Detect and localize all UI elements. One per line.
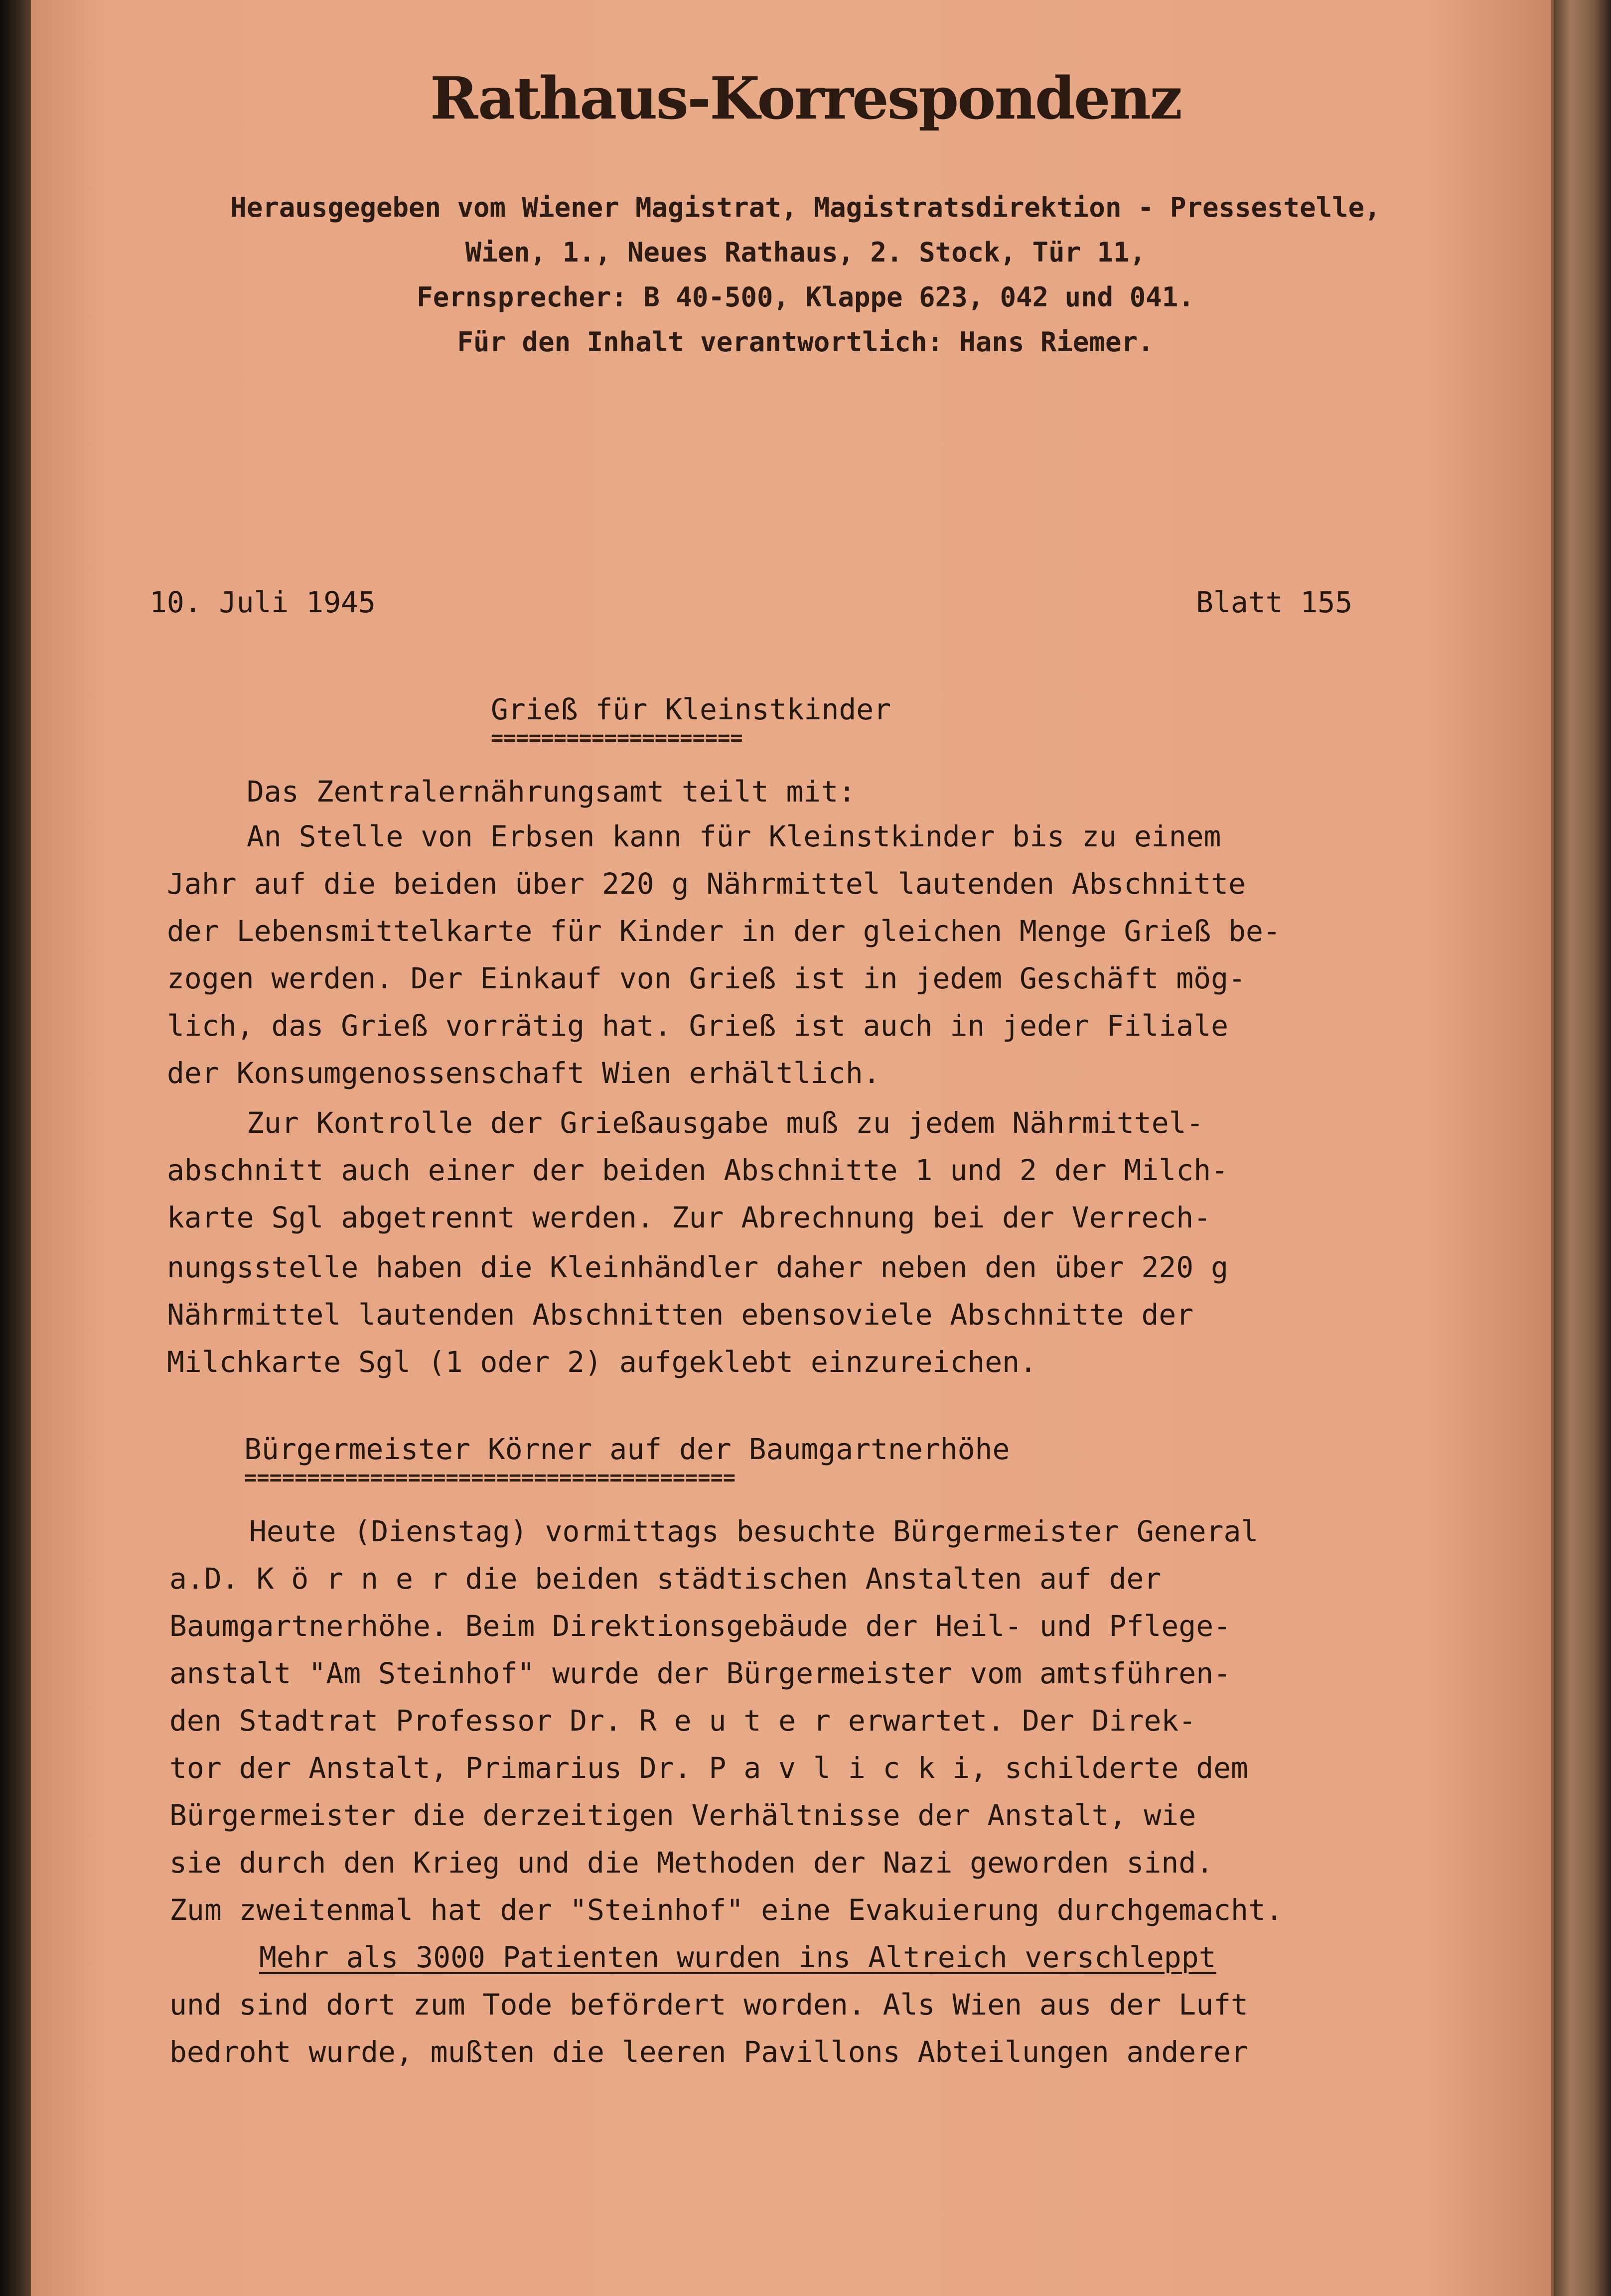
article1-line: Zur Kontrolle der Grießausgabe muß zu jedem Nährmittel-: [247, 1106, 1204, 1140]
article1-line: der Lebensmittelkarte für Kinder in der gleichen Menge Grieß be-: [167, 914, 1281, 948]
issue-date: 10. Juli 1945: [149, 585, 376, 619]
article2-line: Bürgermeister die derzeitigen Verhältnisse der Anstalt, wie: [169, 1798, 1196, 1832]
address-line: Wien, 1., Neues Rathaus, 2. Stock, Tür 11,: [465, 237, 1146, 268]
article2-line: bedroht wurde, mußten die leeren Pavillons Abteilungen anderer: [169, 2035, 1248, 2069]
article2-title: Bürgermeister Körner auf der Baumgartnerhöhe: [244, 1432, 1010, 1466]
article2-line: tor der Anstalt, Primarius Dr. P a v l i c k i, schilderte dem: [169, 1751, 1248, 1785]
article2-line: a.D. K ö r n e r die beiden städtischen Anstalten auf der: [169, 1562, 1162, 1596]
article1-line: abschnitt auch einer der beiden Abschnitte 1 und 2 der Milch-: [167, 1153, 1229, 1187]
article2-line: Heute (Dienstag) vormittags besuchte Bürgermeister General: [249, 1514, 1259, 1548]
article2-line: Baumgartnerhöhe. Beim Direktionsgebäude der Heil- und Pflege-: [169, 1609, 1231, 1643]
article1-title-underline: ====================: [491, 727, 743, 748]
article1-line: Nährmittel lautenden Abschnitten ebensoviele Abschnitte der: [167, 1298, 1194, 1332]
article1-line: Jahr auf die beiden über 220 g Nährmittel lautenden Abschnitte: [167, 867, 1246, 901]
article1-title: Grieß für Kleinstkinder: [491, 692, 891, 726]
article1-line: karte Sgl abgetrennt werden. Zur Abrechnung bei der Verrech-: [167, 1201, 1211, 1234]
article1-line: zogen werden. Der Einkauf von Grieß ist in jedem Geschäft mög-: [167, 961, 1246, 995]
article1-line: Milchkarte Sgl (1 oder 2) aufgeklebt einzureichen.: [167, 1345, 1037, 1379]
sheet-number: Blatt 155: [1196, 585, 1353, 619]
article2-line-underlined: Mehr als 3000 Patienten wurden ins Altreich verschleppt: [259, 1940, 1216, 1974]
article2-line: anstalt "Am Steinhof" wurde der Bürgermeister vom amtsführen-: [169, 1656, 1231, 1690]
article1-line: nungsstelle haben die Kleinhändler daher neben den über 220 g: [167, 1250, 1229, 1284]
responsible-line: Für den Inhalt verantwortlich: Hans Riemer.: [457, 326, 1154, 358]
publisher-line: Herausgegeben vom Wiener Magistrat, Magistratsdirektion - Pressestelle,: [230, 192, 1381, 223]
article1-line: Das Zentralernährungsamt teilt mit:: [247, 775, 856, 809]
article2-line: Zum zweitenmal hat der "Steinhof" eine Evakuierung durchgemacht.: [169, 1893, 1283, 1927]
article1-line: lich, das Grieß vorrätig hat. Grieß ist auch in jeder Filiale: [167, 1009, 1229, 1043]
article1-line: An Stelle von Erbsen kann für Kleinstkinder bis zu einem: [247, 819, 1221, 853]
masthead-title: Rathaus-Korrespondenz: [430, 65, 1181, 133]
article2-line: und sind dort zum Tode befördert worden. Als Wien aus der Luft: [169, 1988, 1248, 2022]
article1-line: der Konsumgenossenschaft Wien erhältlich.: [167, 1056, 880, 1090]
article2-line: sie durch den Krieg und die Methoden der Nazi geworden sind.: [169, 1846, 1214, 1880]
article2-line: den Stadtrat Professor Dr. R e u t e r erwartet. Der Direk-: [169, 1704, 1196, 1738]
article2-title-underline: =======================================: [244, 1467, 736, 1488]
phone-line: Fernsprecher: B 40-500, Klappe 623, 042 und 041.: [417, 281, 1194, 313]
